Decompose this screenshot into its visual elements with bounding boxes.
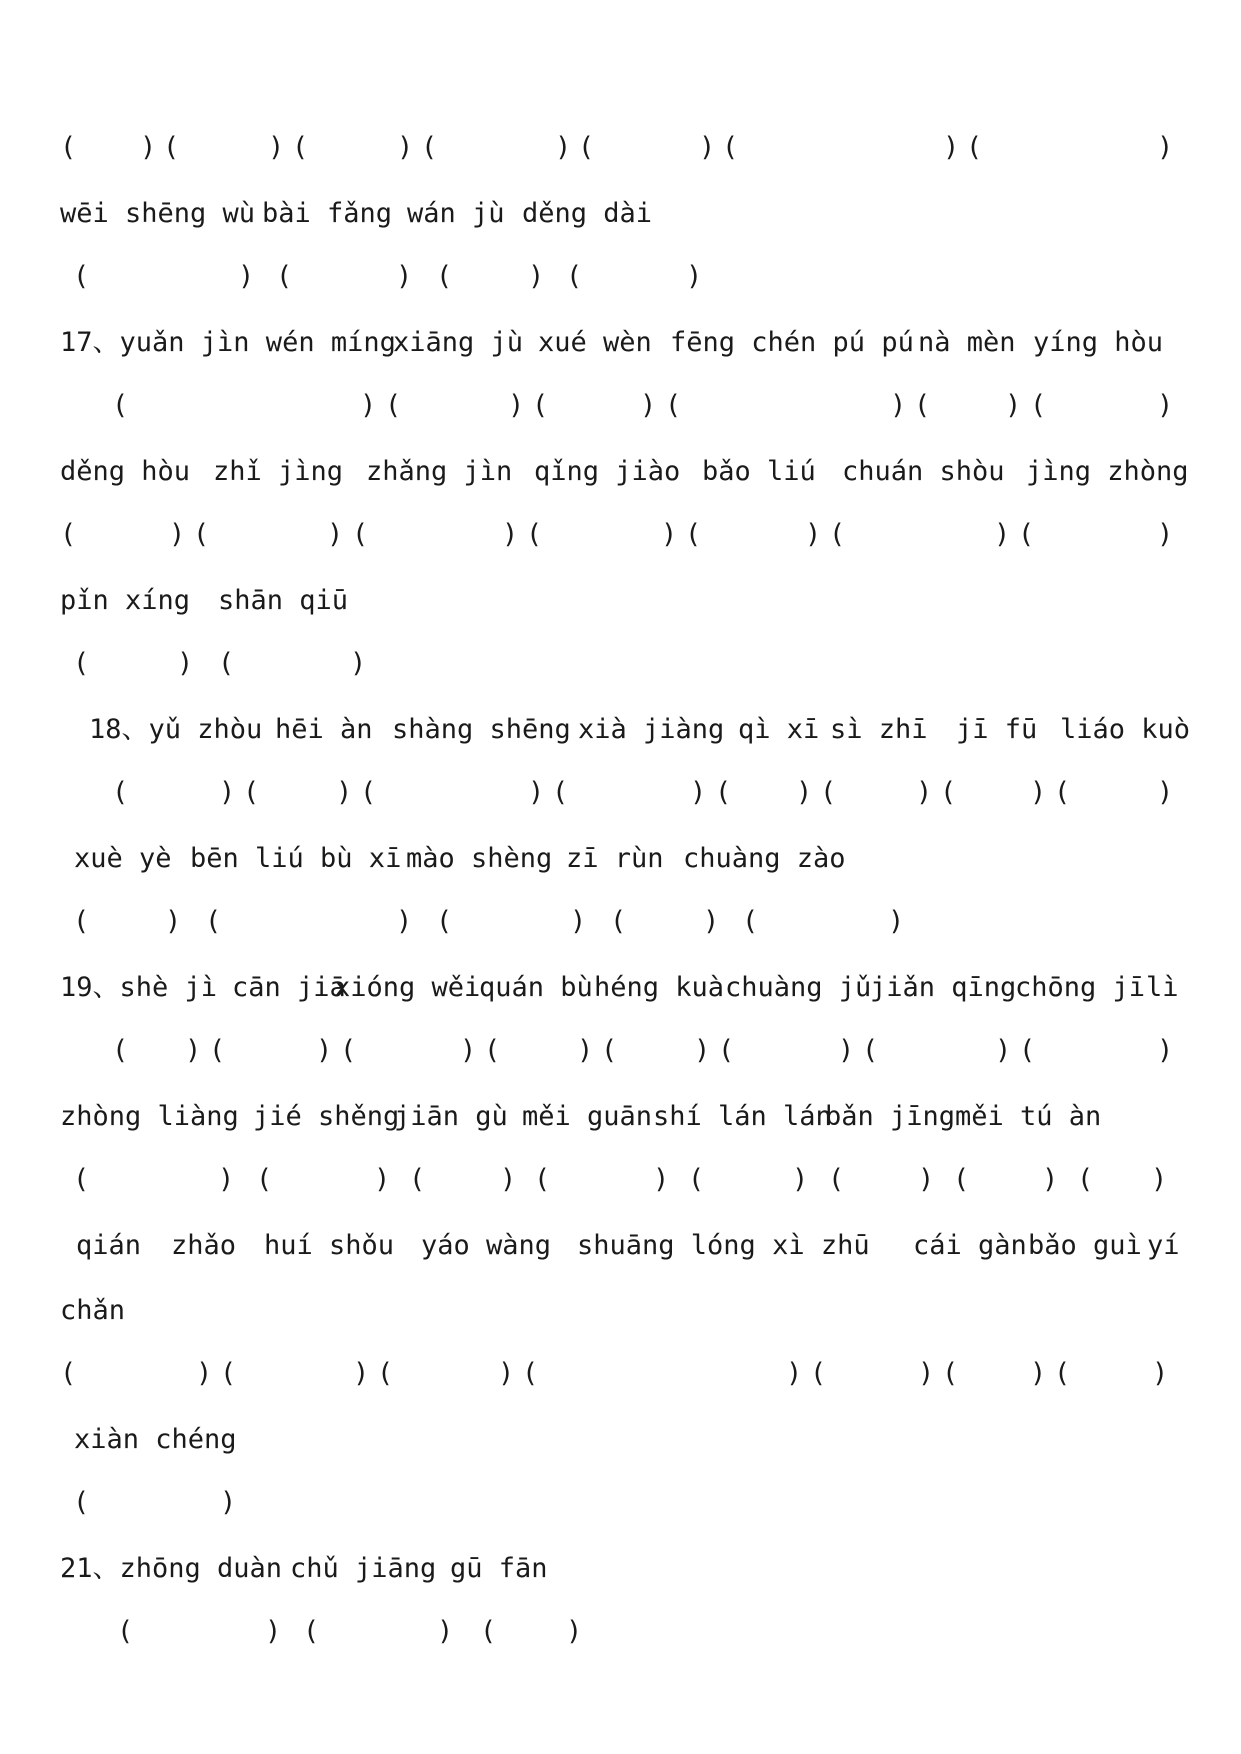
paren-open: ( — [1054, 777, 1071, 808]
paren-close: ) — [327, 519, 344, 550]
paren-close: ) — [916, 777, 933, 808]
paren-open: ( — [205, 906, 222, 937]
paren-open: ( — [377, 1358, 394, 1389]
paren-open: ( — [193, 519, 210, 550]
paren-close: ) — [397, 132, 414, 163]
pinyin-word: liáo kuò — [1060, 714, 1191, 745]
pinyin-row — [0, 323, 1241, 363]
paren-open: ( — [218, 648, 235, 679]
pinyin-word: jié shěng — [253, 1101, 400, 1132]
pinyin-word: bǎo liú — [702, 456, 816, 487]
pinyin-word: nà mèn — [918, 327, 1016, 358]
paren-open: ( — [578, 132, 595, 163]
pinyin-word: bǎo guì — [1028, 1230, 1142, 1261]
pinyin-word: yí — [1147, 1230, 1180, 1261]
paren-open: ( — [385, 390, 402, 421]
pinyin-word: shān qiū — [218, 585, 349, 616]
paren-close: ) — [1157, 519, 1174, 550]
pinyin-word: qián — [76, 1230, 142, 1261]
answer-blank-row — [0, 1483, 1241, 1523]
paren-open: ( — [73, 648, 90, 679]
pinyin-word: zhǐ jìng — [213, 456, 344, 487]
paren-open: ( — [256, 1164, 273, 1195]
pinyin-word: fēng chén pú pú — [670, 327, 914, 358]
paren-close: ) — [888, 906, 905, 937]
paren-close: ) — [570, 906, 587, 937]
pinyin-word: cān jiā — [232, 972, 346, 1003]
paren-open: ( — [73, 1487, 90, 1518]
paren-close: ) — [792, 1164, 809, 1195]
paren-open: ( — [73, 261, 90, 292]
paren-open: ( — [810, 1358, 827, 1389]
pinyin-word: chuàng zào — [683, 843, 846, 874]
answer-blank-row — [0, 386, 1241, 426]
paren-open: ( — [966, 132, 983, 163]
paren-close: ) — [528, 261, 545, 292]
answer-blank-row — [0, 1031, 1241, 1071]
paren-open: ( — [60, 132, 77, 163]
paren-open: ( — [1077, 1164, 1094, 1195]
pinyin-word: shuāng lóng xì zhū — [577, 1230, 870, 1261]
paren-close: ) — [694, 1035, 711, 1066]
pinyin-word: sì zhī — [830, 714, 928, 745]
paren-close: ) — [890, 390, 907, 421]
paren-open: ( — [1054, 1358, 1071, 1389]
pinyin-word: 19、shè jì — [60, 972, 218, 1003]
pinyin-row — [0, 1097, 1241, 1137]
paren-open: ( — [1019, 1035, 1036, 1066]
pinyin-row — [0, 1291, 1241, 1331]
pinyin-word: xià jiàng — [578, 714, 725, 745]
paren-open: ( — [276, 261, 293, 292]
paren-close: ) — [218, 1164, 235, 1195]
paren-close: ) — [185, 1035, 202, 1066]
paren-close: ) — [220, 1487, 237, 1518]
paren-open: ( — [243, 777, 260, 808]
paren-close: ) — [140, 132, 157, 163]
paren-close: ) — [502, 519, 519, 550]
paren-close: ) — [265, 1616, 282, 1647]
answer-blank-row — [0, 902, 1241, 942]
paren-close: ) — [169, 519, 186, 550]
pinyin-word: jìng zhòng — [1026, 456, 1189, 487]
pinyin-word: xiàn chéng — [74, 1424, 237, 1455]
paren-close: ) — [918, 1358, 935, 1389]
pinyin-word: yáo wàng — [421, 1230, 552, 1261]
pinyin-row — [0, 1226, 1241, 1266]
paren-open: ( — [117, 1616, 134, 1647]
paren-close: ) — [508, 390, 525, 421]
paren-open: ( — [209, 1035, 226, 1066]
paren-open: ( — [953, 1164, 970, 1195]
pinyin-word: jī fū — [956, 714, 1038, 745]
paren-open: ( — [566, 261, 583, 292]
paren-open: ( — [421, 132, 438, 163]
paren-close: ) — [1042, 1164, 1059, 1195]
pinyin-row — [0, 452, 1241, 492]
answer-blank-row — [0, 1160, 1241, 1200]
pinyin-word: bēn liú bù xī — [190, 843, 402, 874]
paren-close: ) — [943, 132, 960, 163]
pinyin-row — [0, 194, 1241, 234]
paren-open: ( — [484, 1035, 501, 1066]
pinyin-word: lì — [1146, 972, 1179, 1003]
paren-close: ) — [566, 1616, 583, 1647]
answer-blank-row — [0, 1354, 1241, 1394]
paren-open: ( — [942, 1358, 959, 1389]
pinyin-word: děng dài — [522, 198, 653, 229]
paren-open: ( — [220, 1358, 237, 1389]
pinyin-word: xióng wěi — [334, 972, 481, 1003]
pinyin-word: wēi shēng wù — [60, 198, 256, 229]
paren-close: ) — [437, 1616, 454, 1647]
pinyin-row — [0, 1549, 1241, 1589]
paren-close: ) — [396, 261, 413, 292]
paren-open: ( — [60, 1358, 77, 1389]
paren-close: ) — [1157, 777, 1174, 808]
paren-close: ) — [528, 777, 545, 808]
paren-open: ( — [163, 132, 180, 163]
paren-open: ( — [718, 1035, 735, 1066]
paren-open: ( — [60, 519, 77, 550]
pinyin-word: qǐng jiào — [534, 456, 681, 487]
pinyin-word: huí shǒu — [264, 1230, 395, 1261]
paren-close: ) — [177, 648, 194, 679]
paren-open: ( — [303, 1616, 320, 1647]
paren-close: ) — [238, 261, 255, 292]
paren-open: ( — [112, 777, 129, 808]
paren-open: ( — [73, 906, 90, 937]
paren-close: ) — [703, 906, 720, 937]
pinyin-word: xuè yè — [74, 843, 172, 874]
pinyin-row — [0, 1420, 1241, 1460]
paren-open: ( — [73, 1164, 90, 1195]
paren-close: ) — [460, 1035, 477, 1066]
pinyin-row — [0, 839, 1241, 879]
paren-close: ) — [268, 132, 285, 163]
pinyin-word: zī rùn — [566, 843, 664, 874]
answer-blank-row — [0, 515, 1241, 555]
paren-close: ) — [350, 648, 367, 679]
pinyin-word: wán jù — [407, 198, 505, 229]
pinyin-word: chǎn — [60, 1295, 126, 1326]
pinyin-row — [0, 710, 1241, 750]
paren-close: ) — [1151, 1164, 1168, 1195]
paren-close: ) — [686, 261, 703, 292]
paren-close: ) — [786, 1358, 803, 1389]
pinyin-word: yíng hòu — [1033, 327, 1164, 358]
pinyin-word: jiǎn qīng — [870, 972, 1017, 1003]
paren-open: ( — [1018, 519, 1035, 550]
paren-close: ) — [805, 519, 822, 550]
pinyin-row — [0, 581, 1241, 621]
paren-close: ) — [1157, 390, 1174, 421]
answer-blank-row — [0, 1612, 1241, 1652]
paren-open: ( — [828, 1164, 845, 1195]
paren-close: ) — [838, 1035, 855, 1066]
paren-open: ( — [526, 519, 543, 550]
answer-blank-row — [0, 128, 1241, 168]
paren-open: ( — [292, 132, 309, 163]
paren-open: ( — [340, 1035, 357, 1066]
paren-open: ( — [436, 906, 453, 937]
paren-close: ) — [498, 1358, 515, 1389]
paren-open: ( — [862, 1035, 879, 1066]
pinyin-word: chǔ jiāng — [290, 1553, 437, 1584]
pinyin-word: 17、yuǎn jìn wén míng — [60, 327, 396, 358]
paren-open: ( — [112, 390, 129, 421]
pinyin-word: jiān gù — [394, 1101, 508, 1132]
pinyin-word: měi guān — [522, 1101, 653, 1132]
pinyin-word: 21、zhōng duàn — [60, 1553, 283, 1584]
pinyin-word: chōng jī — [1015, 972, 1146, 1003]
paren-close: ) — [360, 390, 377, 421]
paren-open: ( — [610, 906, 627, 937]
paren-close: ) — [994, 519, 1011, 550]
pinyin-word: bài fǎng — [262, 198, 393, 229]
pinyin-word: shí lán lán — [653, 1101, 832, 1132]
pinyin-word: gū fān — [450, 1553, 548, 1584]
pinyin-word: héng kuà — [594, 972, 725, 1003]
paren-close: ) — [165, 906, 182, 937]
pinyin-word: zhòng liàng — [60, 1101, 239, 1132]
pinyin-word: zhǎo — [171, 1230, 237, 1261]
paren-open: ( — [480, 1616, 497, 1647]
paren-open: ( — [685, 519, 702, 550]
paren-open: ( — [715, 777, 732, 808]
paren-open: ( — [742, 906, 759, 937]
paren-close: ) — [1030, 777, 1047, 808]
paren-open: ( — [665, 390, 682, 421]
pinyin-word: xué wèn — [538, 327, 652, 358]
pinyin-row — [0, 968, 1241, 1008]
pinyin-word: měi tú àn — [955, 1101, 1102, 1132]
pinyin-word: quán bù — [479, 972, 593, 1003]
pinyin-word: chuàng jǔ — [725, 972, 872, 1003]
answer-blank-row — [0, 644, 1241, 684]
paren-close: ) — [374, 1164, 391, 1195]
pinyin-word: zhǎng jìn — [366, 456, 513, 487]
paren-open: ( — [829, 519, 846, 550]
paren-close: ) — [661, 519, 678, 550]
paren-open: ( — [601, 1035, 618, 1066]
answer-blank-row — [0, 773, 1241, 813]
paren-open: ( — [360, 777, 377, 808]
paren-close: ) — [699, 132, 716, 163]
paren-open: ( — [820, 777, 837, 808]
pinyin-word: bǎn jīng — [825, 1101, 956, 1132]
paren-close: ) — [316, 1035, 333, 1066]
paren-close: ) — [1157, 1035, 1174, 1066]
paren-close: ) — [336, 777, 353, 808]
paren-close: ) — [353, 1358, 370, 1389]
paren-close: ) — [918, 1164, 935, 1195]
paren-close: ) — [219, 777, 236, 808]
paren-open: ( — [409, 1164, 426, 1195]
pinyin-word: pǐn xíng — [60, 585, 191, 616]
pinyin-word: 18、yǔ zhòu — [89, 714, 263, 745]
paren-close: ) — [500, 1164, 517, 1195]
paren-open: ( — [112, 1035, 129, 1066]
paren-close: ) — [796, 777, 813, 808]
paren-close: ) — [396, 906, 413, 937]
paren-close: ) — [1030, 1358, 1047, 1389]
paren-close: ) — [995, 1035, 1012, 1066]
paren-open: ( — [914, 390, 931, 421]
pinyin-word: shàng shēng — [392, 714, 571, 745]
paren-close: ) — [1005, 390, 1022, 421]
paren-open: ( — [940, 777, 957, 808]
pinyin-word: mào shèng — [406, 843, 553, 874]
paren-close: ) — [640, 390, 657, 421]
paren-open: ( — [532, 390, 549, 421]
paren-close: ) — [1152, 1358, 1169, 1389]
paren-open: ( — [1030, 390, 1047, 421]
paren-close: ) — [690, 777, 707, 808]
paren-close: ) — [653, 1164, 670, 1195]
pinyin-word: qì xī — [738, 714, 820, 745]
pinyin-word: cái gàn — [913, 1230, 1027, 1261]
pinyin-word: chuán shòu — [842, 456, 1005, 487]
pinyin-word: děng hòu — [60, 456, 191, 487]
paren-close: ) — [196, 1358, 213, 1389]
paren-open: ( — [722, 132, 739, 163]
paren-open: ( — [534, 1164, 551, 1195]
paren-close: ) — [555, 132, 572, 163]
paren-open: ( — [522, 1358, 539, 1389]
answer-blank-row — [0, 257, 1241, 297]
paren-open: ( — [552, 777, 569, 808]
paren-close: ) — [577, 1035, 594, 1066]
paren-close: ) — [1157, 132, 1174, 163]
paren-open: ( — [436, 261, 453, 292]
pinyin-word: hēi àn — [275, 714, 373, 745]
paren-open: ( — [688, 1164, 705, 1195]
pinyin-word: xiāng jù — [393, 327, 524, 358]
paren-open: ( — [352, 519, 369, 550]
